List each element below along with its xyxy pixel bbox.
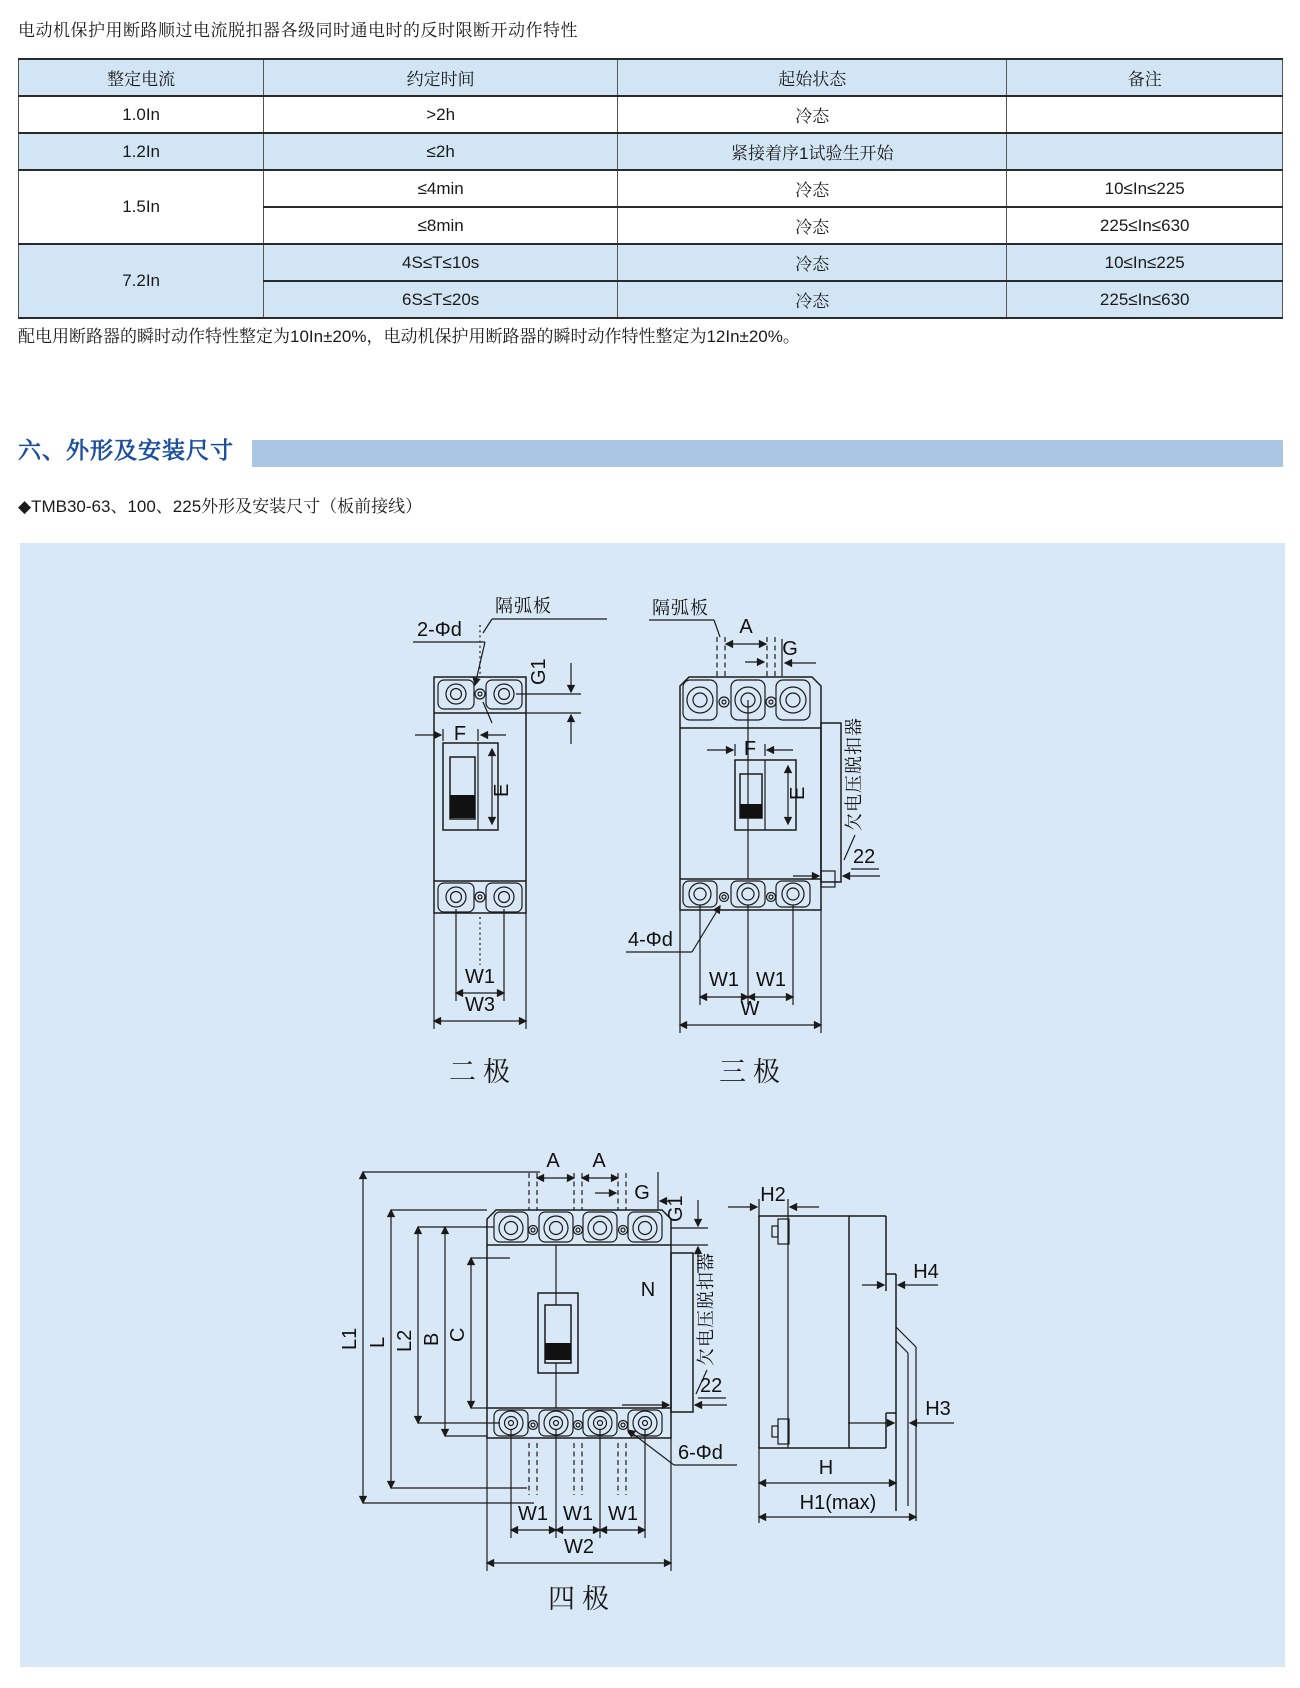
cell-note: 225≤In≤630 <box>1007 281 1283 318</box>
dim-label-h1: H1(max) <box>799 1492 877 1514</box>
cell-note <box>1007 96 1283 133</box>
section-subtitle: ◆TMB30-63、100、225外形及安装尺寸（板前接线） <box>18 497 423 516</box>
uv-release-label: 欠电压脱扣器 <box>696 1252 716 1366</box>
col-header-note: 备注 <box>1007 59 1283 96</box>
dim-label-f: F <box>743 738 757 760</box>
dim-label-w1: W1 <box>518 1503 548 1525</box>
caption-four-pole: 四极 <box>548 1584 616 1614</box>
holes-label: 2-Φd <box>417 619 462 641</box>
dim-label-a: A <box>739 616 753 638</box>
dim-label-h2: H2 <box>760 1184 786 1206</box>
mounting-holes-callout <box>413 619 492 723</box>
a-g-dimensions <box>537 1150 680 1210</box>
dim-label-w2: W2 <box>564 1536 594 1558</box>
diagram-four-pole <box>328 1058 748 1618</box>
table-row <box>19 170 1283 207</box>
cell-state: 冷态 <box>618 96 1007 133</box>
dim-label-l2: L2 <box>394 1329 416 1352</box>
undervoltage-release <box>793 717 880 887</box>
f-dimension <box>415 723 506 745</box>
dim-label-w1: W1 <box>563 1503 593 1525</box>
dim-label-e: E <box>491 783 513 797</box>
dim-label-w: W <box>740 998 760 1020</box>
cell-current: 1.2In <box>19 133 264 170</box>
cell-note <box>1007 133 1283 170</box>
operating-handle <box>443 743 498 830</box>
cell-time: ≤8min <box>264 207 618 244</box>
w-dimensions <box>680 905 821 1033</box>
h4-dimension <box>862 1261 939 1285</box>
cell-time: >2h <box>264 96 618 133</box>
holes-label: 4-Φd <box>628 929 673 951</box>
breaker-body <box>487 1210 671 1438</box>
doc-title: 电动机保护用断路顺过电流脱扣器各级同时通电时的反时限断开动作特性 <box>18 21 578 40</box>
dim-label-l1: L1 <box>339 1327 361 1350</box>
dim-label-l: L <box>367 1336 389 1348</box>
dim-label-a: A <box>592 1150 606 1172</box>
cell-note: 225≤In≤630 <box>1007 207 1283 244</box>
section-title-bar <box>252 440 1283 467</box>
dim-label-h: H <box>818 1457 834 1479</box>
e-dimension <box>491 749 513 824</box>
cell-current: 1.0In <box>19 96 264 133</box>
h3-dimension <box>848 1398 954 1423</box>
instantaneous-trip-note: 配电用断路器的瞬时动作特性整定为10In±20%，电动机保护用断路器的瞬时动作特性整定为12In±20%。 <box>18 327 800 346</box>
dim-label-22: 22 <box>700 1375 723 1397</box>
trip-characteristics-table <box>18 58 1283 319</box>
table-header-row <box>19 59 1283 96</box>
dim-label-g1: G1 <box>665 1195 687 1222</box>
dim-label-22: 22 <box>853 846 876 868</box>
dim-label-a: A <box>546 1150 560 1172</box>
cell-time: 4S≤T≤10s <box>264 244 618 281</box>
dim-label-g: G <box>782 638 798 660</box>
cell-time: 6S≤T≤20s <box>264 281 618 318</box>
neutral-pole-label: N <box>640 1279 656 1301</box>
cell-current: 7.2In <box>19 244 264 318</box>
dim-label-h3: H3 <box>925 1398 951 1420</box>
cell-state: 冷态 <box>618 244 1007 281</box>
table-row <box>19 96 1283 133</box>
mounting-holes-callout <box>626 906 720 952</box>
cell-time: ≤4min <box>264 170 618 207</box>
arc-plate-callout <box>649 598 775 676</box>
dim-label-w1: W1 <box>465 966 495 988</box>
dim-label-w1: W1 <box>608 1503 638 1525</box>
uv-release-label: 欠电压脱扣器 <box>844 717 864 831</box>
col-header-time: 约定时间 <box>264 59 618 96</box>
holes-label: 6-Φd <box>678 1442 723 1464</box>
table-row <box>19 133 1283 170</box>
f-dimension <box>707 738 793 760</box>
caption-three-pole: 三极 <box>719 1057 787 1087</box>
diagram-three-pole <box>588 573 918 1108</box>
col-header-current: 整定电流 <box>19 59 264 96</box>
caption-two-pole: 二极 <box>449 1057 517 1087</box>
cell-time: ≤2h <box>264 133 618 170</box>
e-dimension <box>787 766 809 824</box>
dim-label-w1: W1 <box>756 969 786 991</box>
cell-current: 1.5In <box>19 170 264 244</box>
section-title: 六、外形及安装尺寸 <box>18 437 234 463</box>
dimension-drawings-panel <box>20 543 1285 1667</box>
arc-plate-label: 隔弧板 <box>495 596 552 616</box>
cell-state: 冷态 <box>618 170 1007 207</box>
dim-label-w3: W3 <box>465 994 495 1016</box>
w-dimensions <box>434 909 526 1029</box>
mounting-hole-projections <box>529 1443 626 1495</box>
diagram-side-view <box>686 1161 1016 1621</box>
cell-state: 冷态 <box>618 207 1007 244</box>
arc-plate-label: 隔弧板 <box>652 598 709 618</box>
h2-dimension <box>728 1184 819 1216</box>
cell-note: 10≤In≤225 <box>1007 244 1283 281</box>
dim-label-w1: W1 <box>709 969 739 991</box>
a-g-dimensions <box>726 616 816 676</box>
dim-label-c: C <box>447 1327 469 1342</box>
w-dimensions <box>487 1430 671 1571</box>
dim-label-g: G <box>634 1182 650 1204</box>
dim-label-h4: H4 <box>913 1261 939 1283</box>
side-profile <box>759 1216 916 1521</box>
cell-note: 10≤In≤225 <box>1007 170 1283 207</box>
operating-handle <box>538 1293 578 1373</box>
dim-label-g1: G1 <box>528 658 550 685</box>
dim-label-e: E <box>787 786 809 800</box>
h-dimensions <box>759 1448 916 1523</box>
cell-state: 紧接着序1试验生开始 <box>618 133 1007 170</box>
cell-state: 冷态 <box>618 281 1007 318</box>
dim-label-f: F <box>453 723 467 745</box>
col-header-state: 起始状态 <box>618 59 1007 96</box>
dim-label-b: B <box>421 1332 443 1346</box>
table-row <box>19 244 1283 281</box>
